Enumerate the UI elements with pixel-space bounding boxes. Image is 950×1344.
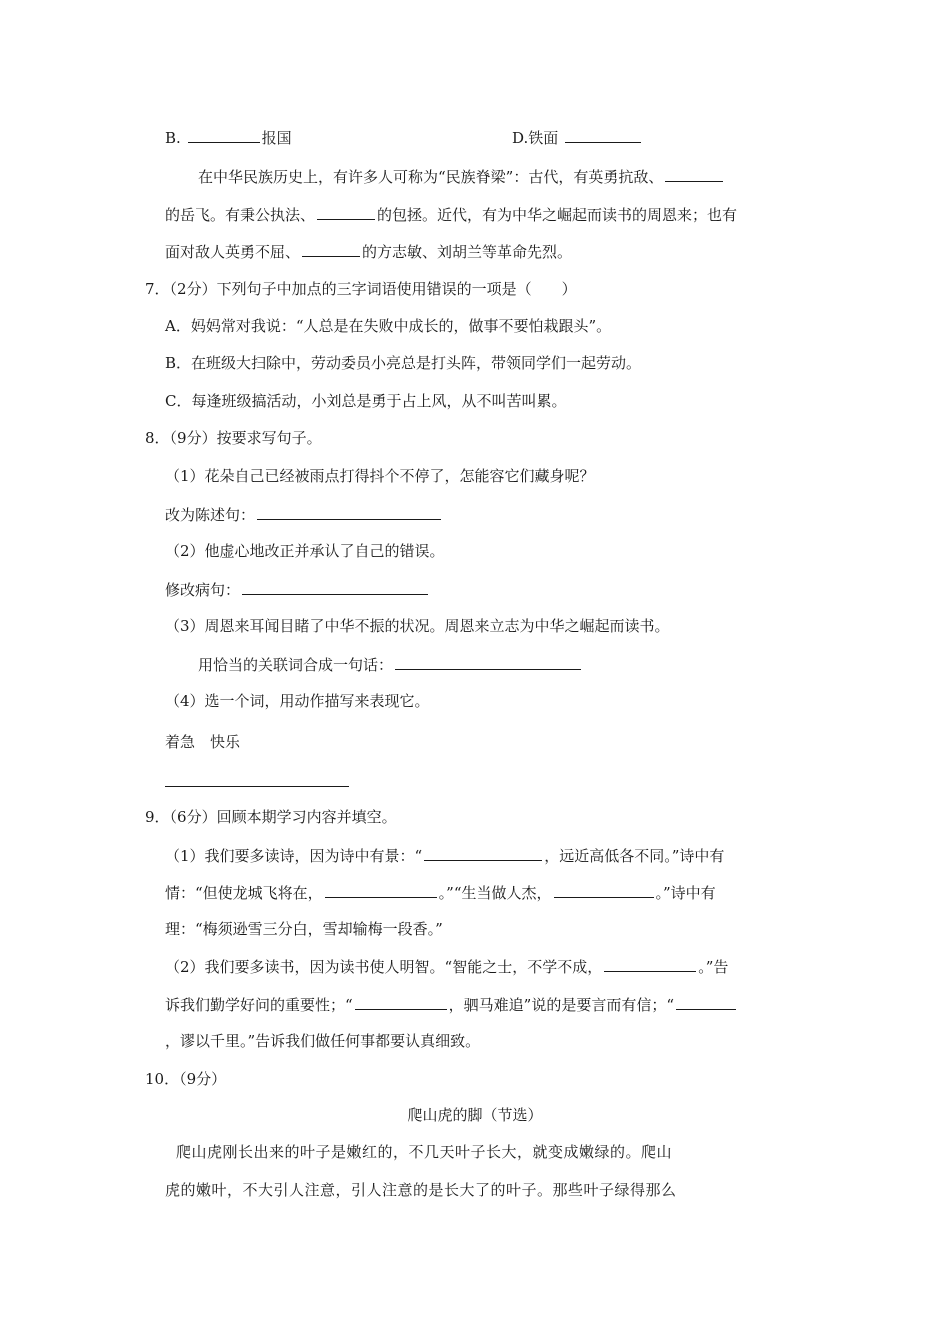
q8-part-3-answer-label: 用恰当的关联词合成一句话： [198,656,394,674]
q9-blank-2[interactable] [325,881,437,898]
q6-passage-text: 的包拯。近代，有为中华之崛起而读书的周恩来；也有 [377,206,738,224]
q6-passage-blank-3[interactable] [302,240,360,257]
q8-part-2-answer-blank[interactable] [242,578,428,595]
q9-text: 。”告 [698,958,729,976]
q7-option-b[interactable]: B．在班级大扫除中，劳动委员小亮总是打头阵，带领同学们一起劳动。 [165,354,642,372]
q7-option-c[interactable]: C．每逢班级搞活动，小刘总是勇于占上风，从不叫苦叫累。 [165,392,567,410]
q6-passage-text: 在中华民族历史上，有许多人可称为“民族脊梁”：古代，有英勇抗敌、 [198,168,664,186]
q6-option-b-suffix: 报国 [261,129,292,147]
q9-text: 诉我们勤学好问的重要性；“ [165,996,353,1014]
q10-passage-title: 爬山虎的脚（节选） [407,1106,543,1124]
q6-option-b-blank[interactable] [188,126,260,143]
q9-text: ，驷马难追”说的是要言而有信；“ [448,996,675,1014]
q8-part-3-answer-blank[interactable] [395,653,581,670]
q9-blank-1[interactable] [424,844,542,861]
q8-stem: 8．（9分）按要求写句子。 [145,429,322,447]
q9-text: （2）我们要多读书，因为读书使人明智。“智能之士，不学不成， [165,958,603,976]
q8-part-4-words: 着急 快乐 [165,733,241,751]
q9-text: 。”诗中有 [655,884,716,902]
q6-option-d [512,126,643,148]
q10-stem: 10．（9分） [145,1070,227,1088]
q8-part-1: （1）花朵自己已经被雨点打得抖个不停了，怎能容它们藏身呢？ [165,467,595,485]
q6-option-b-prefix: B. [165,129,181,147]
q9-part-1-line-1 [165,844,724,866]
q8-part-2-answer-label: 修改病句： [165,581,241,599]
q8-part-1-answer-blank[interactable] [257,503,441,520]
q7-stem: 7．（2分）下列句子中加点的三字词语使用错误的一项是（ ） [145,280,577,298]
q9-blank-5[interactable] [355,993,447,1010]
q8-part-3-answer [198,653,583,675]
q6-passage-blank-2[interactable] [317,203,375,220]
q6-passage-blank-1[interactable] [665,165,723,182]
q9-part-2-line-3: ，谬以千里。”告诉我们做任何事都要认真细致。 [165,1032,481,1050]
q8-part-4-answer-blank[interactable] [165,786,349,787]
q6-passage-line-2 [165,203,737,225]
q6-option-b [165,126,292,148]
q8-part-2-answer [165,578,430,600]
q8-part-2: （2）他虚心地改正并承认了自己的错误。 [165,542,445,560]
q9-part-1-line-3: 理：“梅须逊雪三分白，雪却输梅一段香。” [165,920,443,938]
q7-option-a[interactable]: A．妈妈常对我说：“人总是在失败中成长的，做事不要怕栽跟头”。 [165,317,612,335]
q8-part-3: （3）周恩来耳闻目睹了中华不振的状况。周恩来立志为中华之崛起而读书。 [165,617,670,635]
q10-passage-line-1: 爬山虎刚长出来的叶子是嫩红的，不几天叶子长大，就变成嫩绿的。爬山 [176,1143,673,1161]
q9-blank-3[interactable] [554,881,654,898]
q6-passage-text: 的岳飞。有秉公执法、 [165,206,316,224]
q8-part-4: （4）选一个词，用动作描写来表现它。 [165,692,430,710]
q9-text: ，远近高低各不同。”诗中有 [544,847,725,865]
q6-option-d-prefix: D.铁面 [512,129,559,147]
q6-passage-line-1 [198,165,725,187]
q9-text: （1）我们要多读诗，因为诗中有景：“ [165,847,423,865]
q9-stem: 9．（6分）回顾本期学习内容并填空。 [145,808,397,826]
q8-part-1-answer [165,503,443,525]
q9-blank-4[interactable] [604,955,696,972]
q6-passage-text: 的方志敏、刘胡兰等革命先烈。 [362,243,573,261]
q9-part-1-line-2 [165,881,716,903]
q6-passage-line-3 [165,240,572,262]
q9-text: 情：“但使龙城飞将在， [165,884,323,902]
q9-part-2-line-2 [165,993,738,1015]
q6-passage-text: 面对敌人英勇不屈、 [165,243,301,261]
q10-passage-line-2: 虎的嫩叶，不大引人注意，引人注意的是长大了的叶子。那些叶子绿得那么 [165,1181,677,1199]
q9-blank-6[interactable] [676,993,736,1010]
q6-option-d-blank[interactable] [565,126,641,143]
q9-text: 。”“生当做人杰， [438,884,552,902]
q8-part-1-answer-label: 改为陈述句： [165,506,256,524]
q9-part-2-line-1 [165,955,728,977]
